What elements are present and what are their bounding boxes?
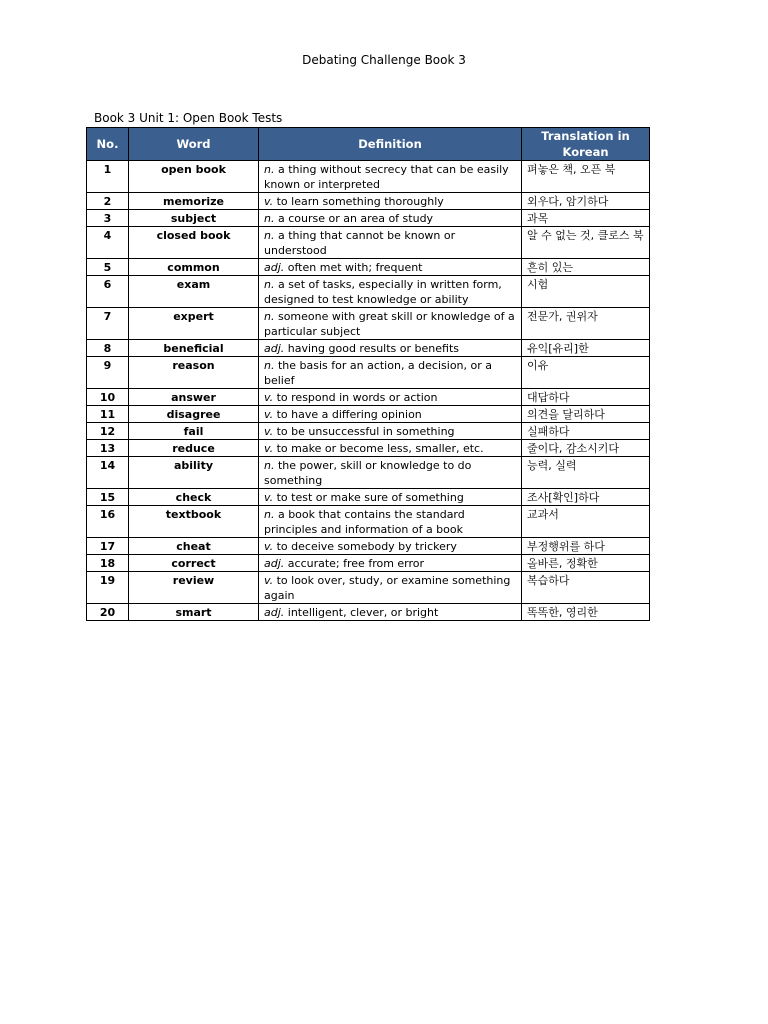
row-word: expert bbox=[129, 308, 259, 340]
row-definition bbox=[259, 276, 522, 308]
row-translation: 외우다, 암기하다 bbox=[522, 193, 650, 210]
row-number: 9 bbox=[87, 357, 129, 389]
header-word: Word bbox=[129, 128, 259, 161]
row-definition bbox=[259, 555, 522, 572]
row-translation: 복습하다 bbox=[522, 572, 650, 604]
definition-text: a thing without secrecy that can be easily known or interpreted bbox=[264, 163, 509, 191]
table-row bbox=[87, 572, 650, 604]
definition-text: to respond in words or action bbox=[273, 391, 438, 404]
row-word: common bbox=[129, 259, 259, 276]
table-row bbox=[87, 440, 650, 457]
definition-text: to deceive somebody by trickery bbox=[273, 540, 457, 553]
row-number: 18 bbox=[87, 555, 129, 572]
definition-text: intelligent, clever, or bright bbox=[284, 606, 439, 619]
row-translation: 올바른, 정확한 bbox=[522, 555, 650, 572]
table-row bbox=[87, 506, 650, 538]
table-row bbox=[87, 340, 650, 357]
header-definition: Definition bbox=[259, 128, 522, 161]
part-of-speech: v. bbox=[264, 442, 274, 455]
definition-text: accurate; free from error bbox=[284, 557, 425, 570]
definition-text: to be unsuccessful in something bbox=[273, 425, 455, 438]
row-definition bbox=[259, 227, 522, 259]
part-of-speech: v. bbox=[264, 391, 274, 404]
row-definition bbox=[259, 308, 522, 340]
row-definition bbox=[259, 423, 522, 440]
table-row bbox=[87, 193, 650, 210]
row-word: exam bbox=[129, 276, 259, 308]
row-word: review bbox=[129, 572, 259, 604]
part-of-speech: n. bbox=[264, 310, 275, 323]
row-translation: 실패하다 bbox=[522, 423, 650, 440]
part-of-speech: n. bbox=[264, 229, 275, 242]
row-definition bbox=[259, 406, 522, 423]
row-word: reduce bbox=[129, 440, 259, 457]
row-word: memorize bbox=[129, 193, 259, 210]
part-of-speech: n. bbox=[264, 459, 275, 472]
definition-text: to test or make sure of something bbox=[273, 491, 464, 504]
row-definition bbox=[259, 210, 522, 227]
definition-text: to have a differing opinion bbox=[273, 408, 422, 421]
row-number: 11 bbox=[87, 406, 129, 423]
table-row bbox=[87, 161, 650, 193]
part-of-speech: v. bbox=[264, 574, 274, 587]
table-row bbox=[87, 538, 650, 555]
row-definition bbox=[259, 572, 522, 604]
table-row bbox=[87, 423, 650, 440]
part-of-speech: adj. bbox=[264, 557, 285, 570]
row-number: 19 bbox=[87, 572, 129, 604]
definition-text: a thing that cannot be known or understood bbox=[264, 229, 456, 257]
table-row bbox=[87, 357, 650, 389]
row-number: 20 bbox=[87, 604, 129, 621]
part-of-speech: adj. bbox=[264, 342, 285, 355]
row-word: disagree bbox=[129, 406, 259, 423]
table-row bbox=[87, 389, 650, 406]
table-body bbox=[87, 161, 650, 621]
row-word: ability bbox=[129, 457, 259, 489]
row-word: cheat bbox=[129, 538, 259, 555]
row-translation: 시험 bbox=[522, 276, 650, 308]
row-word: closed book bbox=[129, 227, 259, 259]
row-word: beneficial bbox=[129, 340, 259, 357]
row-number: 10 bbox=[87, 389, 129, 406]
part-of-speech: v. bbox=[264, 195, 274, 208]
definition-text: having good results or benefits bbox=[284, 342, 459, 355]
part-of-speech: adj. bbox=[264, 261, 285, 274]
row-definition bbox=[259, 604, 522, 621]
row-translation: 전문가, 권위자 bbox=[522, 308, 650, 340]
table-row bbox=[87, 276, 650, 308]
row-translation: 교과서 bbox=[522, 506, 650, 538]
row-number: 14 bbox=[87, 457, 129, 489]
row-word: subject bbox=[129, 210, 259, 227]
row-definition bbox=[259, 259, 522, 276]
part-of-speech: v. bbox=[264, 540, 274, 553]
part-of-speech: v. bbox=[264, 408, 274, 421]
row-definition bbox=[259, 193, 522, 210]
definition-text: a course or an area of study bbox=[274, 212, 434, 225]
row-word: correct bbox=[129, 555, 259, 572]
part-of-speech: n. bbox=[264, 163, 275, 176]
definition-text: a book that contains the standard principles and information of a book bbox=[264, 508, 465, 536]
row-number: 12 bbox=[87, 423, 129, 440]
row-translation: 펴놓은 책, 오픈 북 bbox=[522, 161, 650, 193]
table-row bbox=[87, 259, 650, 276]
row-number: 8 bbox=[87, 340, 129, 357]
row-translation: 조사[확인]하다 bbox=[522, 489, 650, 506]
row-definition bbox=[259, 489, 522, 506]
page-header: Debating Challenge Book 3 bbox=[302, 53, 466, 67]
definition-text: often met with; frequent bbox=[284, 261, 423, 274]
part-of-speech: n. bbox=[264, 212, 275, 225]
part-of-speech: n. bbox=[264, 278, 275, 291]
unit-title: Book 3 Unit 1: Open Book Tests bbox=[94, 111, 283, 125]
row-translation: 이유 bbox=[522, 357, 650, 389]
table-row bbox=[87, 457, 650, 489]
part-of-speech: v. bbox=[264, 425, 274, 438]
row-number: 5 bbox=[87, 259, 129, 276]
definition-text: the power, skill or knowledge to do something bbox=[264, 459, 472, 487]
row-number: 7 bbox=[87, 308, 129, 340]
vocabulary-table bbox=[86, 127, 650, 621]
row-word: reason bbox=[129, 357, 259, 389]
row-translation: 흔히 있는 bbox=[522, 259, 650, 276]
row-number: 16 bbox=[87, 506, 129, 538]
definition-text: a set of tasks, especially in written form, designed to test knowledge or ability bbox=[264, 278, 502, 306]
row-number: 4 bbox=[87, 227, 129, 259]
definition-text: someone with great skill or knowledge of a particular subject bbox=[264, 310, 515, 338]
table-row bbox=[87, 555, 650, 572]
row-definition bbox=[259, 161, 522, 193]
row-translation: 과목 bbox=[522, 210, 650, 227]
row-definition bbox=[259, 538, 522, 555]
row-number: 17 bbox=[87, 538, 129, 555]
definition-text: to make or become less, smaller, etc. bbox=[273, 442, 484, 455]
header-no: No. bbox=[87, 128, 129, 161]
table-row bbox=[87, 227, 650, 259]
row-translation: 유익[유리]한 bbox=[522, 340, 650, 357]
row-number: 2 bbox=[87, 193, 129, 210]
row-definition bbox=[259, 357, 522, 389]
table-row bbox=[87, 308, 650, 340]
table-row bbox=[87, 406, 650, 423]
row-number: 13 bbox=[87, 440, 129, 457]
row-number: 15 bbox=[87, 489, 129, 506]
row-word: smart bbox=[129, 604, 259, 621]
table-row bbox=[87, 489, 650, 506]
row-number: 3 bbox=[87, 210, 129, 227]
row-definition bbox=[259, 340, 522, 357]
row-word: check bbox=[129, 489, 259, 506]
row-definition bbox=[259, 457, 522, 489]
part-of-speech: n. bbox=[264, 359, 275, 372]
row-translation: 똑똑한, 영리한 bbox=[522, 604, 650, 621]
row-number: 6 bbox=[87, 276, 129, 308]
row-translation: 능력, 실력 bbox=[522, 457, 650, 489]
table-row bbox=[87, 210, 650, 227]
definition-text: to learn something thoroughly bbox=[273, 195, 444, 208]
definition-text: to look over, study, or examine something again bbox=[264, 574, 511, 602]
row-translation: 의견을 달리하다 bbox=[522, 406, 650, 423]
row-word: fail bbox=[129, 423, 259, 440]
part-of-speech: n. bbox=[264, 508, 275, 521]
row-definition bbox=[259, 506, 522, 538]
table-header-row bbox=[87, 128, 650, 161]
row-number: 1 bbox=[87, 161, 129, 193]
row-word: open book bbox=[129, 161, 259, 193]
row-definition bbox=[259, 440, 522, 457]
definition-text: the basis for an action, a decision, or a belief bbox=[264, 359, 492, 387]
table-row bbox=[87, 604, 650, 621]
row-word: textbook bbox=[129, 506, 259, 538]
row-translation: 부정행위를 하다 bbox=[522, 538, 650, 555]
row-definition bbox=[259, 389, 522, 406]
row-translation: 줄이다, 감소시키다 bbox=[522, 440, 650, 457]
row-translation: 대답하다 bbox=[522, 389, 650, 406]
part-of-speech: v. bbox=[264, 491, 274, 504]
part-of-speech: adj. bbox=[264, 606, 285, 619]
row-translation: 알 수 없는 것, 클로스 북 bbox=[522, 227, 650, 259]
row-word: answer bbox=[129, 389, 259, 406]
header-translation: Translation in Korean bbox=[522, 128, 650, 161]
